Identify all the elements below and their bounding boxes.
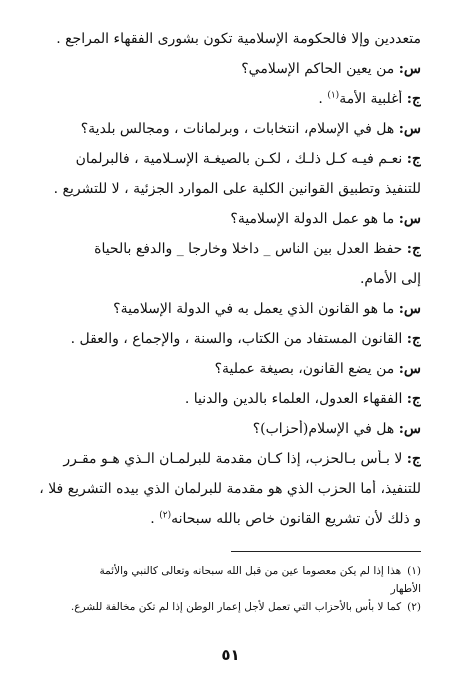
question-label: س: — [398, 211, 421, 227]
answer-label: ج: — [406, 451, 421, 467]
footnote-number: (١) — [407, 565, 421, 577]
question-label: س: — [398, 61, 421, 77]
answer-text: القانون المستفاد من الكتاب، والسنة ، والإجماع ، والعقل . — [70, 331, 403, 347]
answer-text: و ذلك لأن تشريع القانون خاص بالله سبحانه — [171, 511, 421, 527]
answer-text: أغلبية الأمة — [339, 91, 403, 107]
question-label: س: — [398, 121, 421, 137]
question-text: من يضع القانون، بصيغة عملية؟ — [214, 361, 395, 377]
question-line — [36, 300, 421, 319]
sentence-end: . — [150, 511, 155, 527]
footnote-item — [36, 562, 421, 580]
footnotes — [36, 562, 421, 616]
footnote-ref: (٢) — [159, 510, 172, 521]
answer-text: الفقهاء العدول، العلماء بالدين والدنيا . — [184, 391, 403, 407]
answer-label: ج: — [406, 241, 421, 257]
footnote-number: (٢) — [407, 601, 421, 613]
question-line — [36, 360, 421, 379]
answer-label: ج: — [406, 391, 421, 407]
footnote-ref: (١) — [327, 90, 340, 101]
question-line — [36, 60, 421, 79]
footnote-item — [36, 598, 421, 616]
answer-line — [36, 240, 421, 259]
answer-line — [36, 90, 421, 109]
question-text: هل في الإسلام، انتخابات ، وبرلمانات ، ومجالس بلدية؟ — [80, 121, 395, 137]
answer-continuation — [36, 510, 421, 529]
sentence-end: . — [318, 91, 323, 107]
question-label: س: — [398, 361, 421, 377]
answer-text: نعـم فيـه كـل ذلـك ، لكـن بالصيغـة الإسـلامية ، فالبرلمان — [75, 151, 403, 167]
footnote-divider — [231, 551, 421, 552]
footnote-continuation: الأطهار — [390, 583, 421, 595]
question-line — [36, 210, 421, 229]
answer-line — [36, 390, 421, 409]
answer-line — [36, 150, 421, 169]
page-number: ٥١ — [221, 646, 240, 664]
answer-continuation: للتنفيذ وتطبيق القوانين الكلية على الموارد الجزئية ، لا للتشريع . — [53, 181, 421, 197]
intro-line: متعددين وإلا فالحكومة الإسلامية تكون بشورى الفقهاء المراجع . — [56, 31, 421, 47]
answer-label: ج: — [406, 151, 421, 167]
answer-continuation: إلى الأمام. — [359, 271, 421, 287]
question-line — [36, 120, 421, 139]
question-label: س: — [398, 421, 421, 437]
question-line — [36, 420, 421, 439]
answer-line — [36, 330, 421, 349]
footnote-text: هذا إذا لم يكن معصوما عين من قبل الله سبحانه وتعالى كالنبي والأئمة — [99, 565, 402, 577]
answer-continuation: للتنفيذ، أما الحزب الذي هو مقدمة للبرلمان الذي بيده التشريع فلا ، — [39, 481, 421, 497]
answer-label: ج: — [406, 91, 421, 107]
answer-line — [36, 450, 421, 469]
footnote-text: كما لا بأس بالأحزاب التي تعمل لأجل إعمار الوطن إذا لم تكن مخالفة للشرع. — [70, 601, 402, 613]
question-label: س: — [398, 301, 421, 317]
answer-text: حفظ العدل بين الناس _ داخلا وخارجا _ والدفع بالحياة — [94, 241, 403, 257]
question-text: ما هو القانون الذي يعمل به في الدولة الإسلامية؟ — [113, 301, 395, 317]
answer-label: ج: — [406, 331, 421, 347]
question-text: ما هو عمل الدولة الإسلامية؟ — [230, 211, 395, 227]
answer-text: لا بـأس بـالحزب، إذا كـان مقدمة للبرلمـان الـذي هـو مقـرر — [63, 451, 403, 467]
question-text: هل في الإسلام(أحزاب)؟ — [252, 421, 395, 437]
question-text: من يعين الحاكم الإسلامي؟ — [241, 61, 395, 77]
